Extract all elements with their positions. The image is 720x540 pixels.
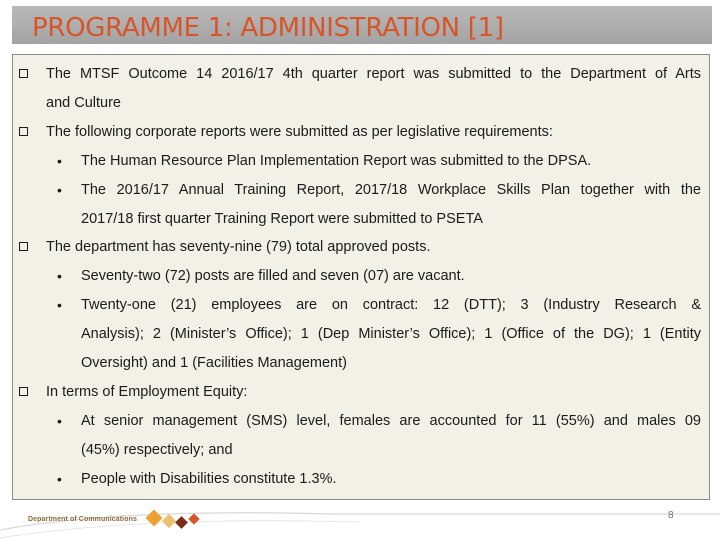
list-item-text: The following corporate reports were submitted as per legislative requirements:: [46, 123, 553, 140]
bullet-dot-icon: •: [57, 268, 62, 285]
square-bullet-icon: [19, 127, 28, 136]
list-item-text: The department has seventy-nine (79) total approved posts.: [46, 239, 431, 256]
sub-item-text: At senior management (SMS) level, females are accounted for 11 (55%) and males 09: [81, 412, 701, 429]
square-bullet-icon: [19, 242, 28, 251]
sub-item-text: Analysis); 2 (Minister’s Office); 1 (Dep Minister’s Office); 1 (Office of the DG); 1 (Entity: [81, 326, 701, 343]
sub-item-text: The Human Resource Plan Implementation Report was submitted to the DPSA.: [81, 152, 592, 169]
sub-item-text: 2017/18 first quarter Training Report were submitted to PSETA: [81, 210, 483, 227]
sub-item-text: Twenty-one (21) employees are on contract: 12 (DTT); 3 (Industry Research &: [81, 297, 701, 314]
sub-item-text: Oversight) and 1 (Facilities Management): [81, 355, 347, 371]
list-item-text: and Culture: [46, 94, 121, 111]
content-panel: [12, 54, 710, 500]
bullet-dot-icon: •: [57, 181, 62, 198]
sub-item-text: (45%) respectively; and: [81, 441, 233, 458]
list-item-text: The MTSF Outcome 14 2016/17 4th quarter report was submitted to the Department of Arts: [46, 66, 701, 82]
slide-title: PROGRAMME 1: ADMINISTRATION [1]: [32, 13, 504, 43]
sub-item-text: Seventy-two (72) posts are filled and seven (07) are vacant.: [81, 268, 465, 285]
square-bullet-icon: [19, 69, 28, 78]
bullet-dot-icon: •: [57, 152, 62, 169]
title-bar: [12, 6, 712, 44]
sub-item-text: The 2016/17 Annual Training Report, 2017/18 Workplace Skills Plan together with the: [81, 181, 701, 198]
page-number: 8: [668, 510, 674, 521]
square-bullet-icon: [19, 387, 28, 396]
bullet-dot-icon: •: [57, 412, 62, 429]
list-item-text: In terms of Employment Equity:: [46, 383, 248, 400]
department-name: Department of Communications: [28, 516, 137, 523]
bullet-dot-icon: •: [57, 297, 62, 314]
footer: [0, 500, 720, 540]
department-logo-icon: [142, 506, 204, 534]
bullet-dot-icon: •: [57, 470, 62, 487]
sub-item-text: People with Disabilities constitute 1.3%.: [81, 470, 337, 487]
